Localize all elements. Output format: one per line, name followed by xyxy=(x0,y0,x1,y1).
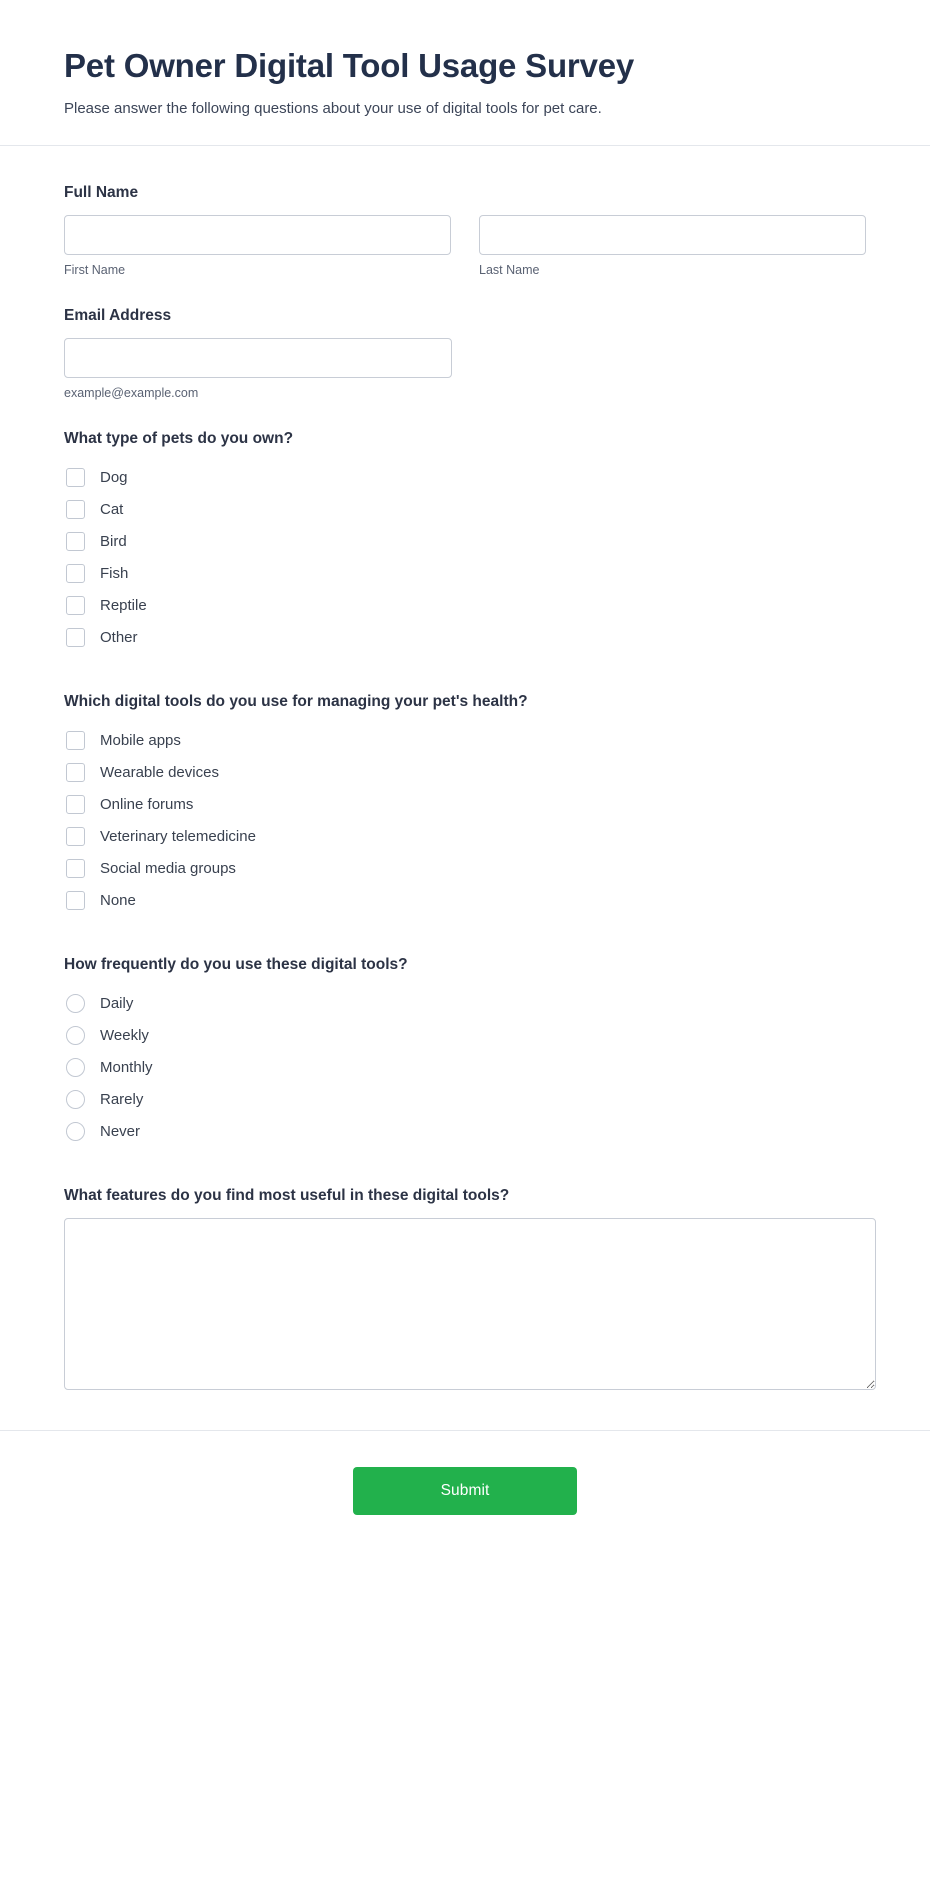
first-name-input[interactable] xyxy=(64,215,451,255)
question-digital-tools xyxy=(64,693,866,916)
form-body xyxy=(0,146,930,1390)
pet-types-label: What type of pets do you own? xyxy=(64,430,294,448)
checkbox-label: Reptile xyxy=(100,596,147,614)
page-title: Pet Owner Digital Tool Usage Survey xyxy=(64,47,635,84)
radio-label: Daily xyxy=(100,994,134,1012)
checkbox-option-none[interactable] xyxy=(64,884,866,916)
last-name-col xyxy=(479,215,866,277)
checkbox-option-bird[interactable] xyxy=(64,525,866,557)
radio-option-rarely[interactable] xyxy=(64,1083,866,1115)
last-name-input[interactable] xyxy=(479,215,866,255)
checkbox-icon[interactable] xyxy=(66,827,85,846)
checkbox-label: Cat xyxy=(100,500,124,518)
frequency-options xyxy=(64,987,866,1147)
checkbox-label: None xyxy=(100,891,136,909)
radio-label: Rarely xyxy=(100,1090,144,1108)
digital-tools-options xyxy=(64,724,866,916)
question-pet-types xyxy=(64,430,866,653)
digital-tools-label: Which digital tools do you use for managing your pet's health? xyxy=(64,693,528,711)
radio-option-never[interactable] xyxy=(64,1115,866,1147)
checkbox-option-social-media-groups[interactable] xyxy=(64,852,866,884)
checkbox-option-mobile-apps[interactable] xyxy=(64,724,866,756)
checkbox-option-reptile[interactable] xyxy=(64,589,866,621)
checkbox-option-dog[interactable] xyxy=(64,461,866,493)
checkbox-icon[interactable] xyxy=(66,500,85,519)
checkbox-option-veterinary-telemedicine[interactable] xyxy=(64,820,866,852)
radio-icon[interactable] xyxy=(66,1058,85,1077)
question-frequency xyxy=(64,956,866,1147)
radio-option-weekly[interactable] xyxy=(64,1019,866,1051)
checkbox-icon[interactable] xyxy=(66,891,85,910)
radio-icon[interactable] xyxy=(66,994,85,1013)
checkbox-label: Fish xyxy=(100,564,129,582)
question-features xyxy=(64,1187,866,1390)
form-footer xyxy=(0,1430,930,1563)
checkbox-option-other[interactable] xyxy=(64,621,866,653)
submit-button[interactable]: Submit xyxy=(353,1467,577,1515)
pet-types-options xyxy=(64,461,866,653)
radio-icon[interactable] xyxy=(66,1122,85,1141)
radio-label: Weekly xyxy=(100,1026,149,1044)
question-email xyxy=(64,307,866,400)
first-name-sublabel: First Name xyxy=(64,263,126,278)
checkbox-option-fish[interactable] xyxy=(64,557,866,589)
checkbox-label: Mobile apps xyxy=(100,731,181,749)
email-sublabel: example@example.com xyxy=(64,386,199,401)
checkbox-icon[interactable] xyxy=(66,564,85,583)
radio-label: Monthly xyxy=(100,1058,153,1076)
checkbox-label: Other xyxy=(100,628,138,646)
radio-option-monthly[interactable] xyxy=(64,1051,866,1083)
checkbox-icon[interactable] xyxy=(66,763,85,782)
email-field[interactable] xyxy=(64,338,452,378)
checkbox-label: Wearable devices xyxy=(100,763,219,781)
question-full-name xyxy=(64,184,866,277)
checkbox-option-wearable-devices[interactable] xyxy=(64,756,866,788)
last-name-sublabel: Last Name xyxy=(479,263,540,278)
checkbox-icon[interactable] xyxy=(66,532,85,551)
checkbox-icon[interactable] xyxy=(66,859,85,878)
checkbox-label: Dog xyxy=(100,468,128,486)
frequency-label: How frequently do you use these digital tools? xyxy=(64,956,408,974)
checkbox-label: Veterinary telemedicine xyxy=(100,827,256,845)
email-col xyxy=(64,338,452,400)
full-name-row xyxy=(64,215,866,277)
checkbox-icon[interactable] xyxy=(66,731,85,750)
radio-icon[interactable] xyxy=(66,1090,85,1109)
radio-icon[interactable] xyxy=(66,1026,85,1045)
checkbox-icon[interactable] xyxy=(66,468,85,487)
checkbox-option-cat[interactable] xyxy=(64,493,866,525)
checkbox-label: Bird xyxy=(100,532,127,550)
form-header xyxy=(0,0,930,146)
first-name-col xyxy=(64,215,451,277)
features-textarea[interactable] xyxy=(64,1218,876,1390)
checkbox-icon[interactable] xyxy=(66,596,85,615)
checkbox-option-online-forums[interactable] xyxy=(64,788,866,820)
form-subtitle: Please answer the following questions about your use of digital tools for pet care. xyxy=(64,100,602,118)
checkbox-icon[interactable] xyxy=(66,628,85,647)
checkbox-label: Online forums xyxy=(100,795,194,813)
checkbox-label: Social media groups xyxy=(100,859,236,877)
radio-option-daily[interactable] xyxy=(64,987,866,1019)
radio-label: Never xyxy=(100,1122,141,1140)
full-name-label: Full Name xyxy=(64,184,139,202)
features-label: What features do you find most useful in these digital tools? xyxy=(64,1187,510,1205)
email-label: Email Address xyxy=(64,307,172,325)
checkbox-icon[interactable] xyxy=(66,795,85,814)
